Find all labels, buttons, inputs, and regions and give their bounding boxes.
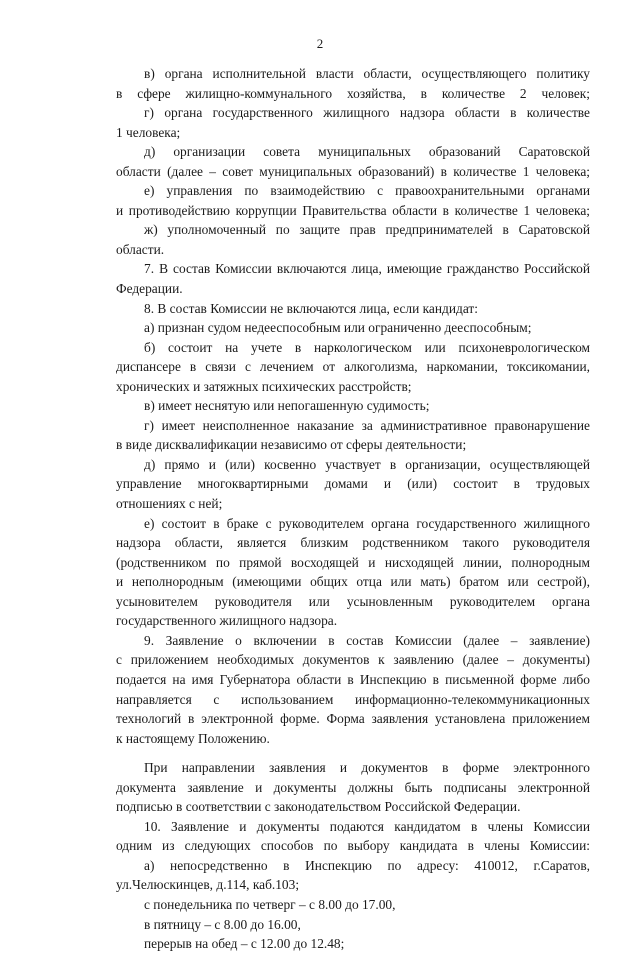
text-line: (родственником по прямой восходящей и нисходящей линии, полнородным	[116, 554, 590, 570]
document-body	[116, 64, 590, 954]
text-line: в) имеет неснятую или непогашенную судимость;	[144, 398, 430, 414]
page-number: 2	[316, 36, 324, 51]
text-line: в виде дисквалификации независимо от сферы деятельности;	[116, 437, 467, 453]
text-line: управление многоквартирными домами и (или) состоит в трудовых	[116, 476, 590, 492]
text-line: 10. Заявление и документы подаются кандидатом в члены Комиссии	[144, 818, 590, 834]
text-line: области (далее – совет муниципальных образований) в количестве 1 человека;	[116, 163, 590, 179]
text-line: 1 человека;	[116, 124, 181, 140]
text-line: одним из следующих способов по выбору кандидата в члены Комиссии:	[116, 838, 590, 854]
text-line: а) признан судом недееспособным или ограниченно дееспособным;	[144, 320, 532, 336]
text-line: ж) уполномоченный по защите прав предпринимателей в Саратовской	[144, 222, 590, 238]
text-line: в) органа исполнительной власти области, осуществляющего политику	[144, 66, 590, 81]
text-line: с понедельника по четверг – с 8.00 до 17.00,	[144, 896, 396, 912]
text-line: б) состоит на учете в наркологическом или психоневрологическом	[144, 339, 590, 355]
text-line: д) организации совета муниципальных образований Саратовской	[144, 144, 590, 160]
text-line: в сфере жилищно-коммунального хозяйства, в количестве 2 человек;	[116, 85, 590, 101]
text-line: подписью в соответствии с законодательством Российской Федерации.	[116, 799, 521, 815]
text-line: области.	[116, 241, 165, 257]
text-line: технологий в электронной форме. Форма заявления установлена приложением	[116, 711, 590, 727]
text-line: 7. В состав Комиссии включаются лица, имеющие гражданство Российской	[144, 261, 590, 277]
text-line: отношениях с ней;	[116, 496, 223, 512]
text-line: надзора области, является близким родственником такого руководителя	[116, 535, 590, 551]
text-line: усыновителем руководителя или усыновленным руководителем органа	[116, 593, 590, 609]
text-line: документа заявление и документы должны быть подписаны электронной	[116, 779, 590, 795]
text-line: е) состоит в браке с руководителем органа государственного жилищного	[144, 515, 590, 531]
text-line: направляется с использованием информационно-телекоммуникационных	[116, 691, 590, 707]
text-line: Федерации.	[116, 281, 183, 297]
text-line: с приложением необходимых документов к заявлению (далее – документы)	[116, 652, 590, 668]
text-line: 9. Заявление о включении в состав Комиссии (далее – заявление)	[144, 632, 590, 648]
text-line: хронических и затяжных психических расстройств;	[116, 378, 412, 394]
text-line: г) имеет неисполненное наказание за административное правонарушение	[144, 417, 590, 433]
text-line: а) непосредственно в Инспекцию по адресу: 410012, г.Саратов,	[144, 857, 590, 873]
text-line: перерыв на обед – с 12.00 до 12.48;	[144, 936, 345, 952]
paragraph-gap	[116, 748, 590, 758]
text-line: ул.Челюскинцев, д.114, каб.103;	[116, 877, 300, 893]
text-line: д) прямо и (или) косвенно участвует в организации, осуществляющей	[144, 456, 590, 472]
text-line: и противодействию коррупции Правительства области в количестве 1 человека;	[116, 202, 590, 218]
text-line: к настоящему Положению.	[116, 730, 270, 746]
text-line: е) управления по взаимодействию с правоохранительными органами	[144, 183, 590, 199]
text-line: 8. В состав Комиссии не включаются лица, если кандидат:	[144, 300, 478, 316]
text-line: диспансере в связи с лечением от алкоголизма, наркомании, токсикомании,	[116, 359, 590, 375]
text-line: г) органа государственного жилищного надзора области в количестве	[144, 105, 590, 121]
text-line: и неполнородным (имеющими общих отца или мать) братом или сестрой),	[116, 574, 590, 590]
text-line: государственного жилищного надзора.	[116, 613, 338, 629]
text-line: в пятницу – с 8.00 до 16.00,	[144, 916, 301, 932]
text-line: При направлении заявления и документов в форме электронного	[144, 760, 590, 776]
text-line: подается на имя Губернатора области в Инспекцию в письменной форме либо	[116, 671, 590, 687]
